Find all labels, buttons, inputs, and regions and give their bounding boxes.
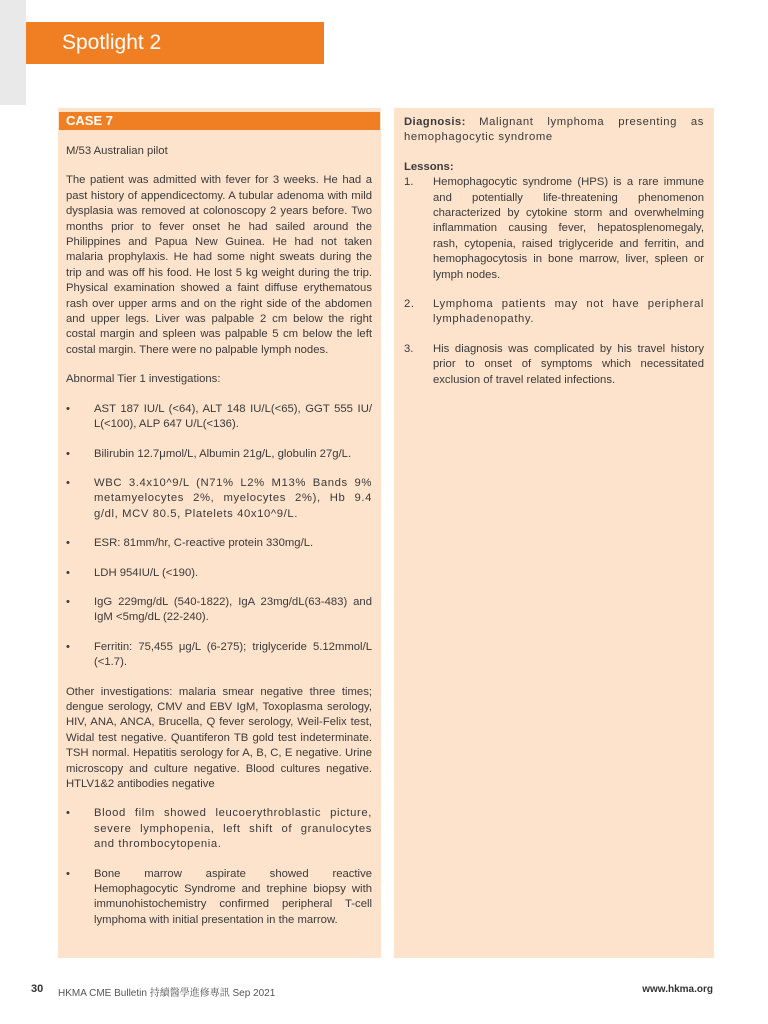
lesson-item: 3. His diagnosis was complicated by his travel history prior to onset of symptoms which necessitated exclusion of travel related infections. (404, 342, 704, 386)
tier1-heading: Abnormal Tier 1 investigations: (66, 373, 221, 386)
lesson-item: 2. Lymphoma patients may not have peripheral lymphadenopathy. (404, 298, 704, 326)
list-item: • Bilirubin 12.7μmol/L, Albumin 21g/L, globulin 27g/L. (66, 447, 352, 460)
list-item: • ESR: 81mm/hr, C-reactive protein 330mg/L. (66, 537, 314, 550)
diagnosis-column (404, 115, 704, 388)
diagnosis-label: Diagnosis: (404, 116, 466, 128)
section-tab (26, 22, 324, 64)
patient-line: M/53 Australian pilot (66, 145, 168, 157)
list-item: • Blood film showed leucoerythroblastic picture, severe lymphopenia, left shift of granulocytes and thrombocytopenia. (66, 807, 372, 851)
list-item: • WBC 3.4x10^9/L (N71% L2% M13% Bands 9% metamyelocytes 2%, myelocytes 2%), Hb 9.4 g/dl, MCV 80.5, Platelets 40x10^9/L. (66, 476, 372, 520)
section-title: Spotlight 2 (62, 31, 162, 54)
diagnosis-text: Malignant lymphoma presenting as hemophagocytic syndrome (404, 116, 705, 144)
case-history: The patient was admitted with fever for 3 weeks. He had a past history of appendicectomy. A tubular adenoma with mild dysplasia was removed at colonoscopy 2 years before. Two months prior to fever onset he had sailed around the Philippines and Papua New Guinea. He had not taken malaria prophylaxis. He had some night sweats during the trip and was off his food. He lost 5 kg weight during the trip. Physical examination showed a faint diffuse erythematous rash over upper arms and on the right side of the abdomen and upper legs. Liver was palpable 2 cm below the right costal margin and spleen was palpable 5 cm below the left costal margin. There were no palpable lymph nodes. (66, 174, 372, 356)
case-label (59, 112, 380, 130)
side-bar (0, 0, 26, 105)
list-item: • IgG 229mg/dL (540-1822), IgA 23mg/dL(63-483) and IgM <5mg/dL (22-240). (66, 595, 372, 624)
page-number: 30 (31, 983, 44, 995)
lesson-item: 1. Hemophagocytic syndrome (HPS) is a rare immune and potentially life-threatening phenomenon characterized by cytokine storm and overwhelming inflammation causing fever, hepatosplenomegaly, rash, cytopenia, raised triglyceride and ferritin, and hemophagocytosis in bone marrow, liver, spleen or lymph nodes. (404, 176, 704, 281)
other-investigations: Other investigations: malaria smear negative three times; dengue serology, CMV and EBV IgM, Toxoplasma serology, HIV, ANA, ANCA, Brucella, Q fever serology, Weil-Felix test, Widal test negative. Quantiferon TB gold test indeterminate. TSH normal. Hepatitis serology for A, B, C, E negative. Urine microscopy and culture negative. Blood cultures negative. HTLV1&2 antibodies negative (66, 685, 372, 790)
website-link[interactable]: www.hkma.org (642, 984, 713, 995)
case-label-text: CASE 7 (66, 113, 113, 128)
list-item: • LDH 954IU/L (<190). (66, 566, 199, 579)
lessons-heading: Lessons: (404, 160, 454, 173)
list-item: • Bone marrow aspirate showed reactive Hemophagocytic Syndrome and trephine biopsy with immunohistochemistry confirmed peripheral T-cell lymphoma with initial presentation in the marrow. (66, 867, 372, 926)
list-item: • AST 187 IU/L (<64), ALT 148 IU/L(<65), GGT 555 IU/ L(<100), ALP 647 U/L(<136). (66, 402, 372, 431)
publication-line: HKMA CME Bulletin 持續醫學進修專訊 Sep 2021 (58, 988, 276, 999)
case-column (66, 144, 372, 928)
list-item: • Ferritin: 75,455 μg/L (6-275); triglyceride 5.12mmol/L (<1.7). (66, 640, 372, 669)
